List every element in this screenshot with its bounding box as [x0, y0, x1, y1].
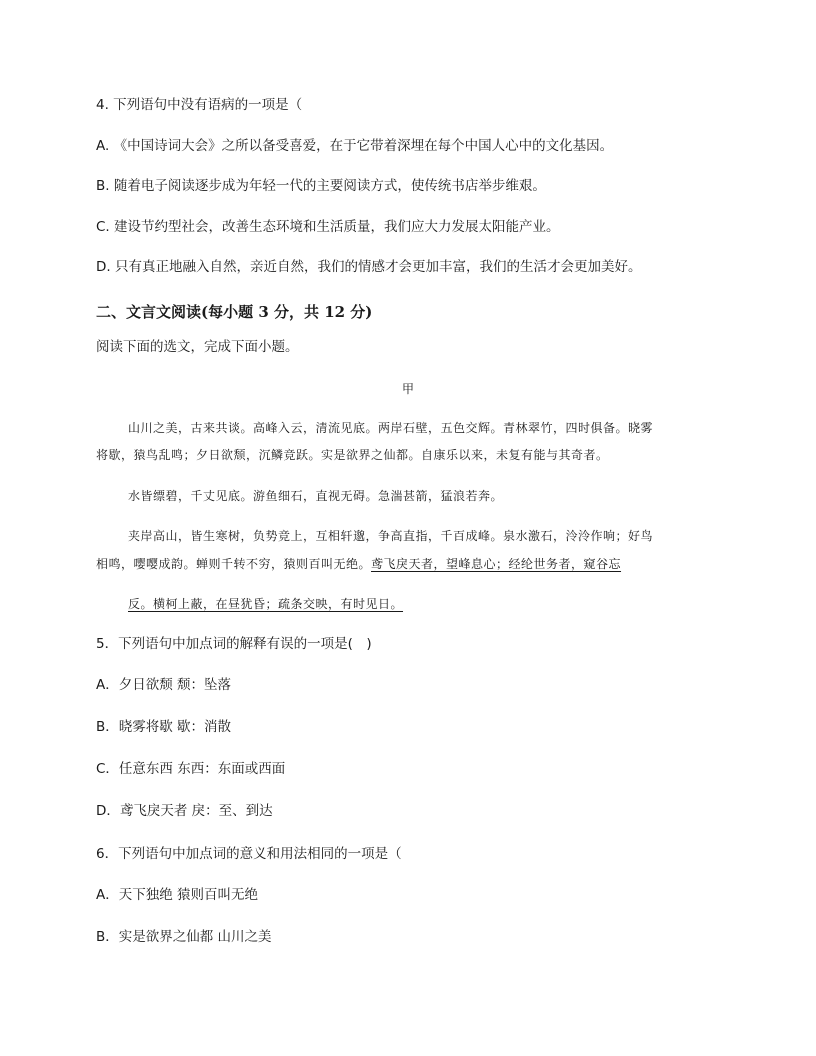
passage-para3-line2 — [96, 555, 621, 572]
passage-para1-line2: 将歇，猿鸟乱鸣；夕日欲颓，沉鳞竞跃。实是欲界之仙都。自康乐以来，未复有能与其奇者。 — [96, 448, 609, 462]
q5-option-b: B．晓雾将歇 歇：消散 — [96, 719, 232, 735]
passage-underlined-text: 鸢飞戾天者，望峰息心；经纶世务者，窥谷忘 — [371, 557, 622, 571]
section-heading: 二、文言文阅读(每小题 3 分，共 12 分) — [96, 303, 373, 321]
passage-para3-line1: 夹岸高山，皆生寒树，负势竞上，互相轩邈，争高直指，千百成峰。泉水激石，泠泠作响；好鸟 — [128, 529, 654, 543]
q4-stem: 4. 下列语句中没有语病的一项是（ — [96, 97, 303, 113]
passage-para2: 水皆缥碧，千丈见底。游鱼细石，直视无碍。急湍甚箭，猛浪若奔。 — [128, 489, 504, 503]
passage-title: 甲 — [401, 382, 414, 396]
q6-option-b: B．实是欲界之仙都 山川之美 — [96, 929, 272, 945]
q5-stem: 5．下列语句中加点词的解释有误的一项是( ) — [96, 636, 372, 652]
passage-para3-line2-plain: 相鸣，嘤嘤成韵。蝉则千转不穷，猿则百叫无绝。 — [96, 557, 372, 571]
q5-option-a: A．夕日欲颓 颓：坠落 — [96, 677, 232, 693]
q4-option-c: C. 建设节约型社会，改善生态环境和生活质量，我们应大力发展太阳能产业。 — [96, 219, 560, 235]
q4-option-d: D. 只有真正地融入自然，亲近自然，我们的情感才会更加丰富，我们的生活才会更加美好。 — [96, 259, 642, 275]
reading-instruction: 阅读下面的选文，完成下面小题。 — [96, 339, 299, 355]
passage-para1-line1: 山川之美，古来共谈。高峰入云，清流见底。两岸石壁，五色交辉。青林翠竹，四时俱备。晓雾 — [128, 421, 654, 435]
q4-option-b: B. 随着电子阅读逐步成为年轻一代的主要阅读方式，使传统书店举步维艰。 — [96, 178, 546, 194]
passage-para3-line3: 反。横柯上蔽，在昼犹昏；疏条交映，有时见日。 — [128, 597, 404, 611]
q4-option-a: A. 《中国诗词大会》之所以备受喜爱，在于它带着深埋在每个中国人心中的文化基因。 — [96, 138, 614, 154]
q6-stem: 6．下列语句中加点词的意义和用法相同的一项是（ — [96, 846, 402, 862]
q6-option-a: A．天下独绝 猿则百叫无绝 — [96, 887, 259, 903]
q5-option-c: C．任意东西 东西：东面或西面 — [96, 761, 286, 777]
q5-option-d: D．鸢飞戾天者 戾：至、到达 — [96, 803, 273, 819]
